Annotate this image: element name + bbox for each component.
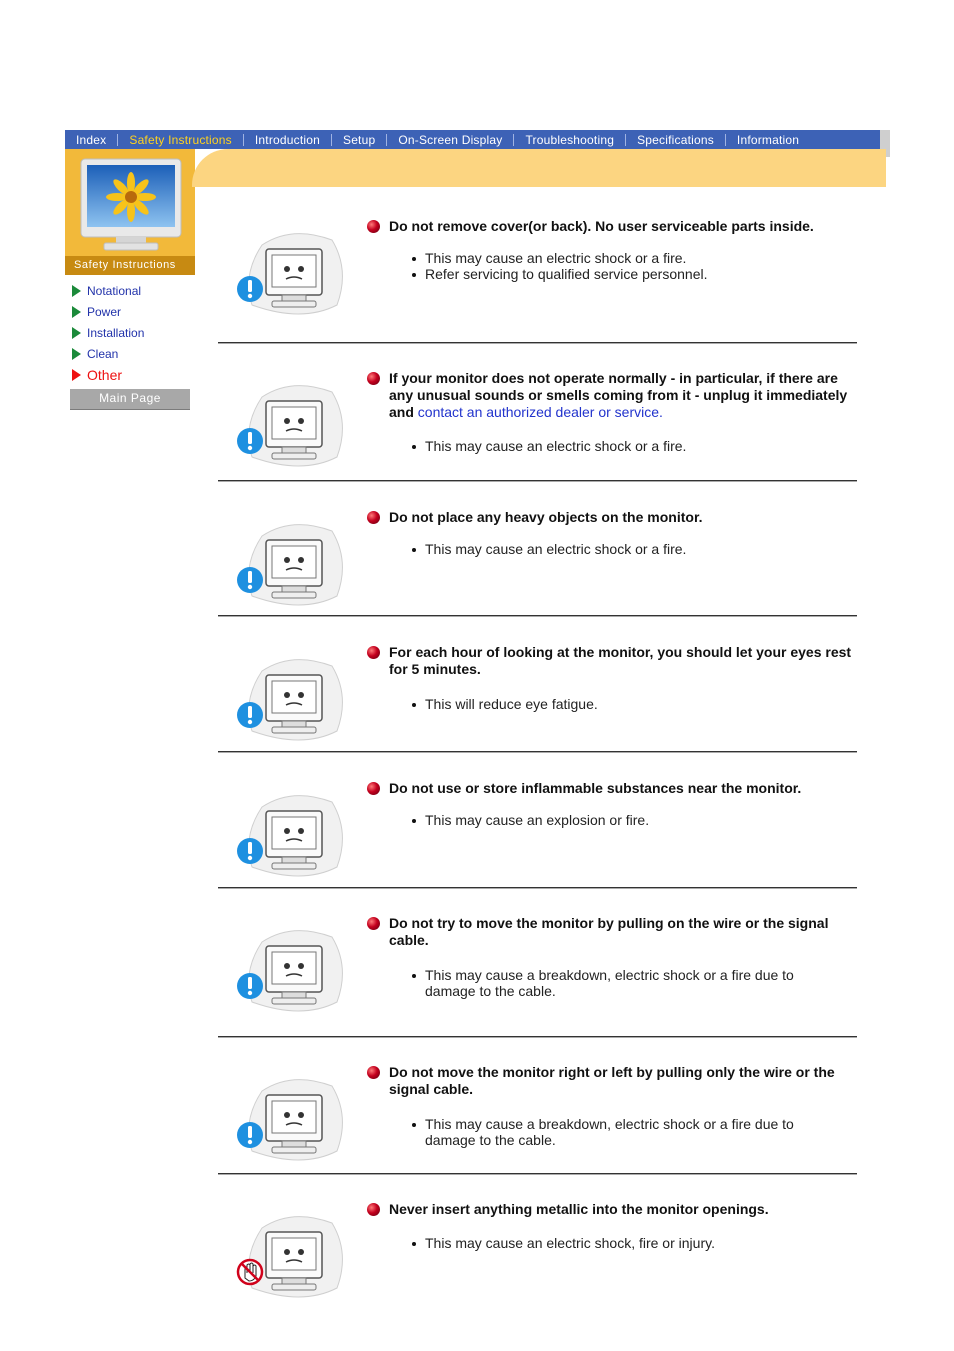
red-bullet-icon	[367, 372, 380, 385]
arrow-right-icon	[72, 306, 81, 318]
red-bullet-icon	[367, 1066, 380, 1079]
heading-text: Do not use or store inflammable substances near the monitor.	[389, 780, 802, 796]
heading-text: Do not place any heavy objects on the monitor.	[389, 509, 703, 525]
red-bullet-icon	[367, 220, 380, 233]
red-bullet-icon	[367, 782, 380, 795]
safety-heading-text	[389, 915, 855, 949]
safety-heading	[367, 915, 855, 949]
warning-icon	[236, 837, 264, 865]
warning-icon	[236, 972, 264, 1000]
safety-heading	[367, 218, 855, 235]
safety-bullets	[425, 250, 845, 282]
prohibited-icon	[236, 1258, 264, 1286]
red-bullet-icon	[367, 1203, 380, 1216]
red-bullet-icon	[367, 646, 380, 659]
monitor-illustration	[232, 912, 352, 1022]
sidebar-item-label: Installation	[87, 325, 145, 340]
main-page-button[interactable]: Main Page	[70, 389, 190, 410]
safety-bullets	[425, 541, 845, 557]
safety-heading	[367, 370, 855, 421]
nav-item-specifications[interactable]: Specifications	[637, 132, 714, 147]
section-divider	[218, 1173, 857, 1175]
list-item: Refer servicing to qualified service personnel.	[425, 266, 845, 282]
section-divider	[218, 342, 857, 344]
nav-item-on-screen-display[interactable]: On-Screen Display	[398, 132, 503, 147]
nav-item-introduction[interactable]: Introduction	[254, 132, 320, 147]
header-band	[192, 149, 886, 187]
safety-heading-text	[389, 1201, 769, 1218]
sidebar-item-label: Other	[87, 366, 123, 383]
monitor-illustration	[232, 215, 352, 325]
safety-heading-text	[389, 644, 855, 678]
safety-heading-text	[389, 370, 855, 421]
dealer-contact-link[interactable]: contact an authorized dealer or service.	[417, 404, 663, 420]
section-divider	[218, 887, 857, 889]
heading-text: Do not remove cover(or back). No user serviceable parts inside.	[389, 218, 814, 234]
monitor-illustration	[232, 367, 352, 477]
safety-bullets	[425, 696, 845, 712]
safety-heading	[367, 1201, 855, 1218]
section-divider	[218, 1036, 857, 1038]
nav-item-troubleshooting[interactable]: Troubleshooting	[525, 132, 615, 147]
nav-item-index[interactable]: Index	[76, 132, 107, 147]
safety-heading-text	[389, 509, 703, 526]
red-bullet-icon	[367, 511, 380, 524]
sidebar-item-label: Notational	[87, 283, 142, 298]
safety-heading	[367, 509, 855, 526]
sidebar-item-installation[interactable]	[72, 322, 144, 343]
list-item: This may cause an explosion or fire.	[425, 812, 845, 828]
nav-item-information[interactable]: Information	[736, 132, 800, 147]
list-item: This may cause an electric shock or a fire.	[425, 438, 845, 454]
sidebar-section-label: Safety Instructions	[65, 256, 195, 275]
section-divider	[218, 751, 857, 753]
safety-heading	[367, 644, 855, 678]
arrow-right-icon	[72, 327, 81, 339]
safety-heading	[367, 1064, 855, 1098]
safety-item	[218, 1188, 857, 1318]
list-item: This may cause an electric shock, fire or injury.	[425, 1235, 845, 1251]
nav-item-safety-instructions[interactable]: Safety Instructions	[129, 132, 232, 147]
list-item: This may cause a breakdown, electric shock or a fire due to damage to the cable.	[425, 967, 845, 999]
list-item: This will reduce eye fatigue.	[425, 696, 845, 712]
list-item: This may cause an electric shock or a fire.	[425, 250, 845, 266]
nav-item-setup[interactable]: Setup	[342, 132, 376, 147]
sidebar-menu	[72, 280, 144, 385]
arrow-right-icon	[72, 348, 81, 360]
safety-heading-text	[389, 218, 814, 235]
arrow-right-icon	[72, 285, 81, 297]
heading-text: If your monitor does not operate normally - in particular, if there are any unusual sounds or smells coming from it - unplug it immediately and	[389, 370, 848, 420]
sidebar-item-clean[interactable]	[72, 343, 144, 364]
monitor-illustration	[232, 641, 352, 751]
safety-item	[218, 1051, 857, 1181]
safety-item	[218, 902, 857, 1032]
sidebar-item-label: Clean	[87, 346, 119, 361]
safety-item	[218, 767, 857, 897]
section-divider	[218, 480, 857, 482]
heading-text: Do not move the monitor right or left by pulling only the wire or the signal cable.	[389, 1064, 835, 1097]
safety-heading-text	[389, 1064, 855, 1098]
top-nav	[65, 130, 886, 149]
sidebar-item-label: Power	[87, 304, 122, 319]
monitor-illustration	[232, 777, 352, 887]
warning-icon	[236, 427, 264, 455]
monitor-illustration	[232, 1061, 352, 1171]
arrow-right-icon	[72, 369, 81, 381]
warning-icon	[236, 566, 264, 594]
safety-bullets	[425, 812, 845, 828]
sidebar-item-power[interactable]	[72, 301, 144, 322]
safety-item	[218, 357, 857, 487]
warning-icon	[236, 701, 264, 729]
red-bullet-icon	[367, 917, 380, 930]
safety-item	[218, 496, 857, 626]
monitor-logo-image	[78, 157, 184, 253]
safety-bullets	[425, 1235, 845, 1251]
heading-text: Do not try to move the monitor by pulling on the wire or the signal cable.	[389, 915, 829, 948]
monitor-illustration	[232, 1198, 352, 1308]
section-divider	[218, 615, 857, 617]
warning-icon	[236, 275, 264, 303]
list-item: This may cause a breakdown, electric shock or a fire due to damage to the cable.	[425, 1116, 845, 1148]
safety-item	[218, 631, 857, 761]
safety-bullets	[425, 1116, 845, 1148]
warning-icon	[236, 1121, 264, 1149]
list-item: This may cause an electric shock or a fire.	[425, 541, 845, 557]
monitor-illustration	[232, 506, 352, 616]
heading-text: For each hour of looking at the monitor, you should let your eyes rest for 5 minutes.	[389, 644, 852, 677]
safety-heading	[367, 780, 855, 797]
heading-text: Never insert anything metallic into the monitor openings.	[389, 1201, 769, 1217]
safety-item	[218, 205, 857, 335]
sidebar-item-notational[interactable]	[72, 280, 144, 301]
safety-bullets	[425, 438, 845, 454]
safety-heading-text	[389, 780, 801, 797]
sidebar-item-other[interactable]	[72, 364, 144, 385]
safety-bullets	[425, 967, 845, 999]
